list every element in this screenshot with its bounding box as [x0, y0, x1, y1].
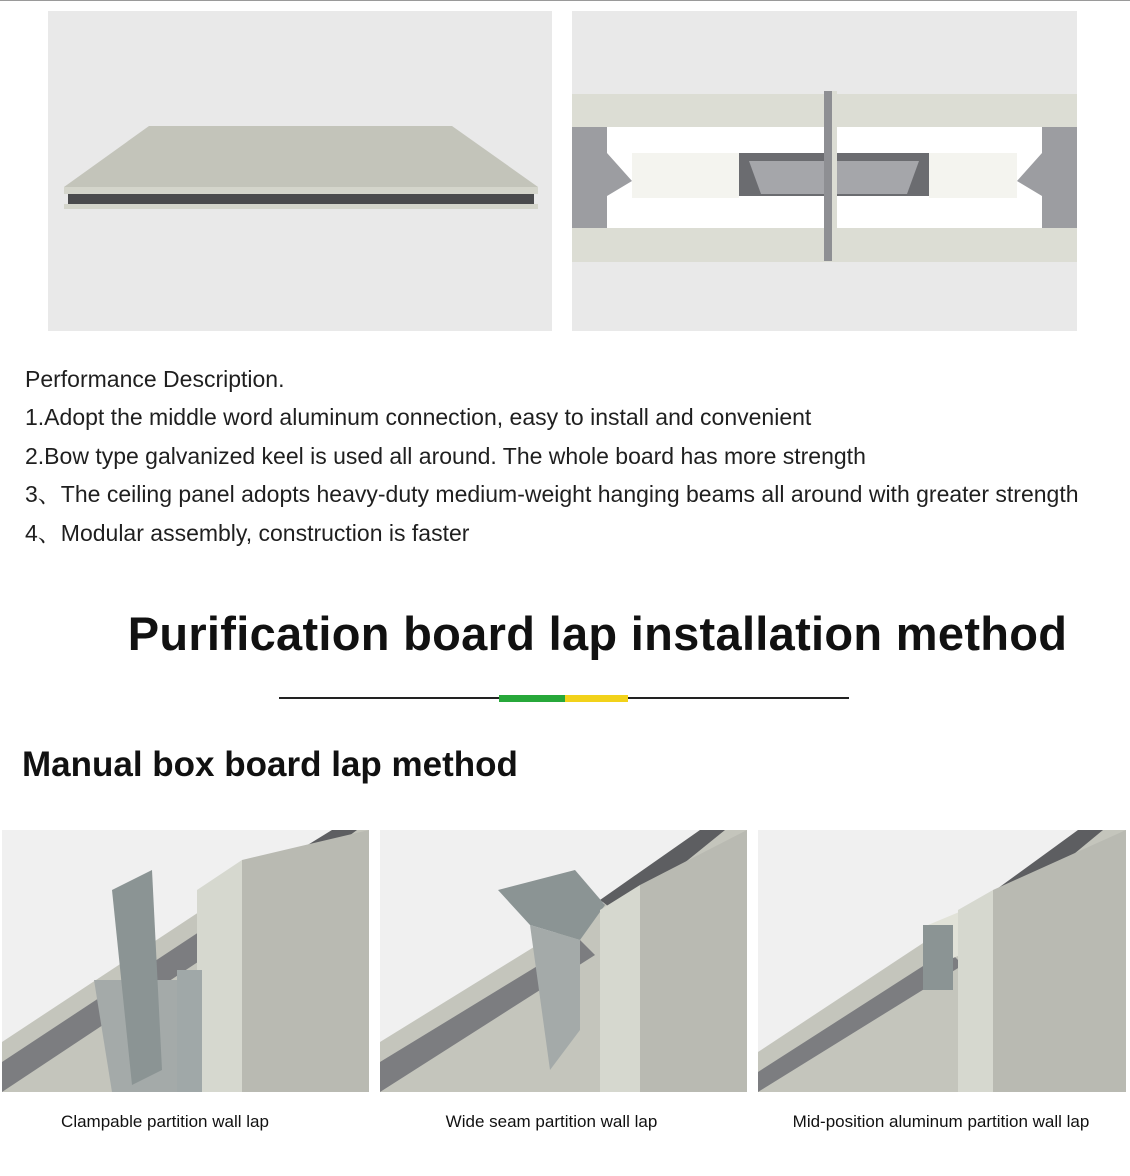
description-item-3: 3、The ceiling panel adopts heavy-duty medium-weight hanging beams all around with greater strength [25, 481, 1079, 508]
lap-photo-clampable [2, 830, 369, 1092]
panel-photo [48, 11, 552, 331]
description-heading: Performance Description. [25, 366, 285, 392]
description-item-2: 2.Bow type galvanized keel is used all around. The whole board has more strength [25, 442, 866, 469]
section-divider-green [499, 695, 565, 702]
connection-photo [572, 11, 1077, 331]
lap-photo-mid-position [758, 830, 1126, 1092]
top-rule [0, 0, 1130, 1]
section-divider-yellow [565, 695, 628, 702]
caption-mid-position: Mid-position aluminum partition wall lap [792, 1112, 1090, 1131]
caption-wide-seam: Wide seam partition wall lap [445, 1112, 658, 1131]
section-title: Purification board lap installation method [127, 607, 1068, 660]
subsection-title: Manual box board lap method [22, 745, 518, 784]
lap-photo-wide-seam [380, 830, 747, 1092]
performance-description [25, 360, 1115, 552]
description-item-1: 1.Adopt the middle word aluminum connection, easy to install and convenient [25, 404, 812, 431]
caption-clampable: Clampable partition wall lap [61, 1112, 269, 1131]
description-item-4: 4、Modular assembly, construction is faster [25, 519, 470, 546]
